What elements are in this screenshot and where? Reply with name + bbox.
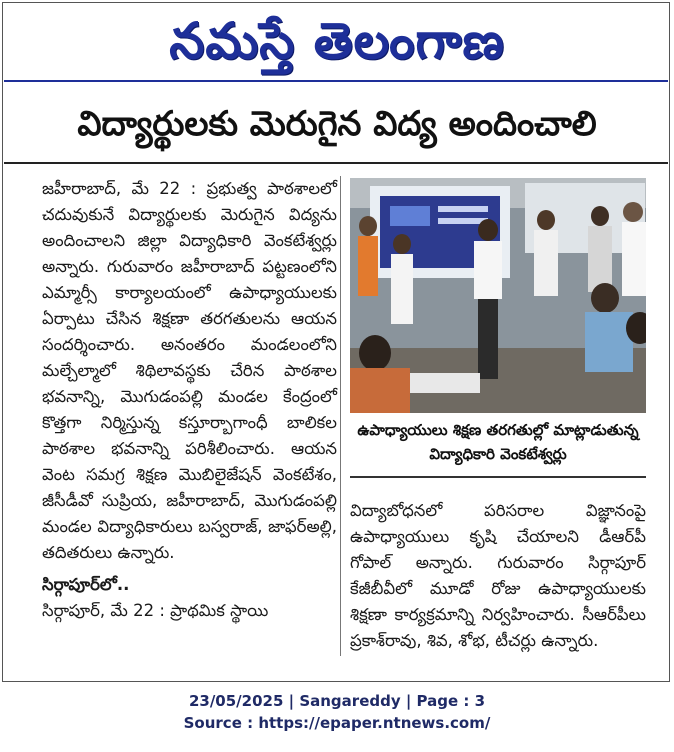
photo-caption: ఉపాధ్యాయులు శిక్షణ తరగతుల్లో మాట్లాడుతున్న విద్యాధికారి వెంకటేశ్వర్లు (357, 421, 639, 463)
article-headline: విద్యార్థులకు మెరుగైన విద్య అందించాలి (77, 104, 597, 144)
article-paragraph: జహీరాబాద్, మే 22 : ప్రభుత్వ పాఠశాలలో చదువుకునే విద్యార్థులకు మెరుగైన విద్యను అందించాలని జిల్లా విద్యాధికారి వెంకటేశ్వర్లు అన్నారు. గురువారం జహీరాబాద్ పట్టణంలోని ఎమ్మార్సీ కార్యాలయంలో ఉపాధ్యాయులకు ఏర్పాటు చేసిన శిక్షణా తరగతులను ఆయన సందర్శించారు. అనంతరం మండలంలోని మల్చేల్మాలో శిథిలావస్థకు చేరిన పాఠశాల భవనాన్ని, మొగుడంపల్లి మండల కేంద్రంలో కొత్తగా నిర్మిస్తున్న కస్తూర్బాగాంధీ బాలికల పాఠశాల భవనాన్ని పరిశీలించారు. ఆయన వెంట సమగ్ర శిక్షణ మొబిలైజేషన్ వెంకటేశం, జీసీడీవో సుప్రియ, జహీరాబాద్, మొగుడంపల్లి మండల విద్యాధికారులు బస్వరాజ్, జాఫర్అల్లి, తదితరులు ఉన్నారు. (42, 179, 337, 562)
article-paragraph: విద్యాబోధనలో పరిసరాల విజ్ఞానంపై ఉపాధ్యాయులు కృషి చేయాలని డీఆర్‌పీ గోపాల్ అన్నారు. గురువారం సిర్గాపూర్ కేజీబీవీలో మూడో రోజు ఉపాధ్యాయులకు శిక్షణా కార్యక్రమాన్ని నిర్వహించారు. సీఆర్‌పీలు ప్రకాశ్‌రావు, శివ, శోభ, టీచర్లు ఉన్నారు. (350, 501, 646, 650)
source-link[interactable]: Source : https://epaper.ntnews.com/ (183, 714, 491, 732)
article-subheading: సిర్గాపూర్‌లో.. (42, 575, 130, 594)
newspaper-masthead: నమస్తే తెలంగాణ (169, 12, 505, 70)
edition-info: 23/05/2025 | Sangareddy | Page : 3 (188, 692, 486, 710)
article-column-left (42, 176, 337, 624)
article-paragraph: సిర్గాపూర్, మే 22 : ప్రాథమిక స్థాయి (42, 601, 269, 620)
column-divider (340, 176, 341, 656)
headline-rule (4, 162, 668, 164)
caption-rule (350, 476, 646, 478)
masthead-rule (4, 80, 668, 82)
article-column-right (350, 498, 646, 654)
news-photo (350, 178, 646, 413)
clipping-footer (0, 690, 674, 734)
classroom-photo-illustration (350, 178, 646, 413)
